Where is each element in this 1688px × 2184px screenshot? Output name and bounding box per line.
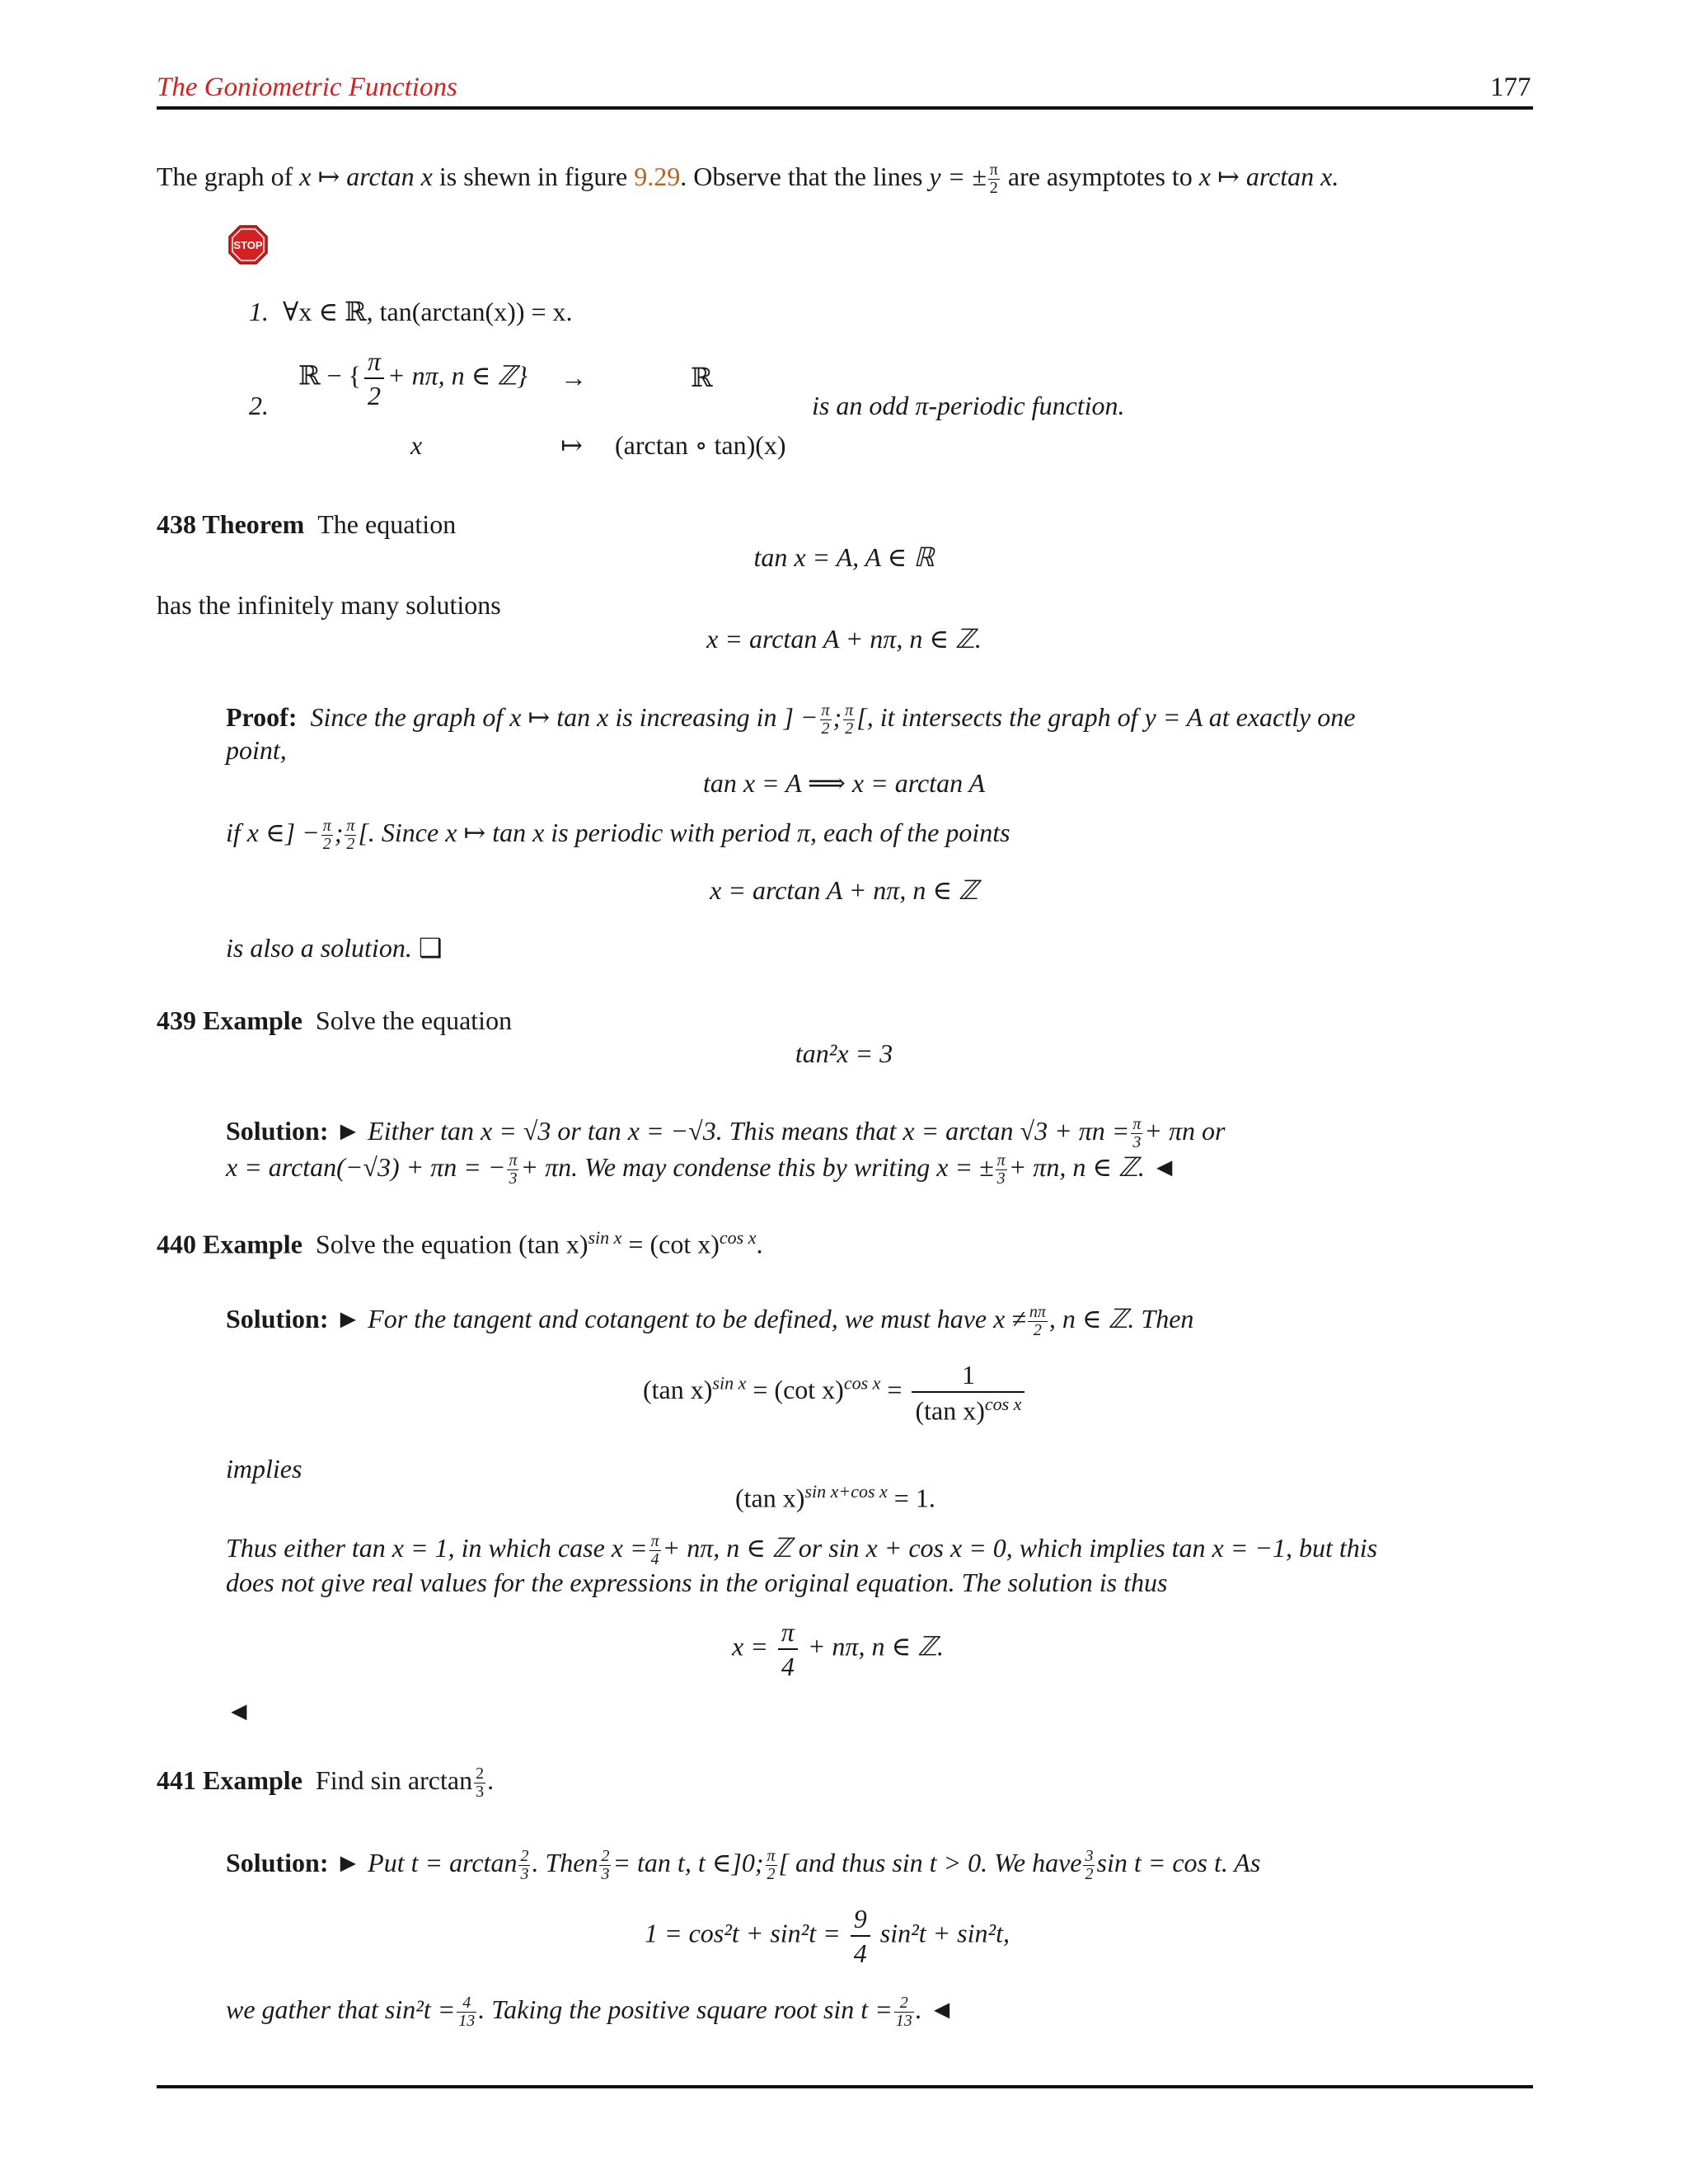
proof-438-line-2: point, [226, 735, 287, 765]
qed-icon: ❑ [418, 933, 443, 963]
example-441-heading: 441 Example Find sin arctan $\frac{2}{3}$ . [157, 1765, 495, 1802]
figure-link[interactable]: 9.29 [634, 162, 681, 191]
proof-438-line-1: Proof: Since the graph of x ↦ tan x is increasing in ] − $\frac{\pi}{2}$ ; $\frac{\pi}{2}$ [, it intersects the graph of y = A at exactly one [226, 701, 1356, 738]
theorem-438-heading: 438 Theorem The equation [157, 509, 457, 539]
intro-map2: x ↦ arctan x. [1198, 162, 1339, 191]
example-439-equation: tan²x = 3 [795, 1038, 893, 1068]
proof-438-conclusion: is also a solution. ❑ [226, 933, 443, 963]
example-441-equation: 1 = cos²t + sin²t = $\frac{9}{4}$ sin²t + sin²t, [645, 1904, 1010, 1968]
map-codomain: ℝ [691, 363, 713, 392]
intro-text-a: The graph of [157, 162, 293, 191]
list-item-1: ∀x ∈ ℝ, tan(arctan(x)) = x. [283, 297, 573, 326]
map-domain: ℝ − { $\frac{\pi}{2}$ + nπ, n ∈ ℤ} [298, 346, 528, 410]
example-439-heading: 439 Example Solve the equation [157, 1005, 513, 1035]
example-440-heading: 440 Example Solve the equation (tan x)$^{sin x}$ = (cot x)$^{cos x}$. [157, 1227, 763, 1259]
theorem-438-text-2: has the infinitely many solutions [157, 590, 501, 620]
theorem-438-equation-1: tan x = A, A ∈ ℝ [753, 542, 935, 572]
list-item-1-number: 1. [249, 297, 269, 326]
example-441-solution-line-2: we gather that sin²t = $\frac{4}{13}$ . Taking the positive square root sin t = $\frac{2}{13}$ . ◄ [226, 1994, 955, 2031]
example-440-solution-line-2: Thus either tan x = 1, in which case x = $\frac{\pi}{4}$ + nπ, n ∈ ℤ or sin x + cos x = 0, which implies tan x = −1, but this [226, 1532, 1378, 1569]
header-rule [157, 106, 1533, 110]
example-440-equation-1: (tan x)$^{sin x}$ = (cot x)$^{cos x}$ = $\frac{1}{(\tan x)^{cos x}}$ [643, 1358, 1028, 1427]
proof-438-equation-1: tan x = A ⟹ x = arctan A [702, 768, 986, 798]
intro-text-d: are asymptotes to [1007, 162, 1193, 191]
map-variable: x [410, 430, 423, 460]
page-number: 177 [1490, 73, 1531, 102]
proof-438-equation-2: x = arctan A + nπ, n ∈ ℤ [710, 875, 978, 905]
example-441-solution-line-1: Solution: ► Put t = arctan $\frac{2}{3}$ . Then $\frac{2}{3}$ = tan t, t ∈]0; $\frac{\pi}{2}$ [ and thus sin t > 0. We have $\frac{3}{2}$ sin t = cos t. As [226, 1847, 1261, 1884]
stop-sign-icon [227, 224, 269, 265]
intro-map: x ↦ arctan x [299, 162, 433, 191]
intro-text-c: . Observe that the lines [680, 162, 923, 191]
map-arrow: → [560, 363, 587, 392]
intro-paragraph [157, 160, 1339, 197]
intro-pi-half: $\frac{\pi}{2}$ [989, 161, 998, 198]
example-440-end-marker: ◄ [226, 1696, 252, 1726]
svg-text:STOP: STOP [233, 239, 263, 251]
example-440-implies: implies [226, 1454, 302, 1483]
list-item-2-number: 2. [249, 391, 269, 420]
map-image: (arctan ∘ tan)(x) [615, 430, 786, 460]
example-439-solution-line-1: Solution: ► Either tan x = √3 or tan x = −√3. This means that x = arctan √3 + πn = $\frac{\pi}{3}$ + πn or [226, 1115, 1226, 1152]
example-439-solution-line-2: x = arctan(−√3) + πn = − $\frac{\pi}{3}$ + πn. We may condense this by writing x = ± $\frac{\pi}{3}$ + πn, n ∈ ℤ. ◄ [226, 1151, 1178, 1188]
example-440-solution-line-1: Solution: ► For the tangent and cotangent to be defined, we must have x ≠ $\frac{n\pi}{2}$ , n ∈ ℤ. Then [226, 1303, 1194, 1340]
map-tail: is an odd π-periodic function. [812, 391, 1125, 420]
intro-text-b: is shewn in figure [438, 162, 628, 191]
footer-rule [157, 2085, 1533, 2088]
example-440-equation-2: (tan x)$^{sin x+cos x}$ = 1. [735, 1481, 935, 1513]
proof-438-line-3: if x ∈] − $\frac{\pi}{2}$ ; $\frac{\pi}{2}$ [. Since x ↦ tan x is periodic with period π, each of the points [226, 817, 1010, 854]
example-440-solution-line-3: does not give real values for the expressions in the original equation. The solution is thus [226, 1568, 1168, 1597]
running-header-title: The Goniometric Functions [157, 73, 457, 102]
example-440-equation-3: x = $\frac{\pi}{4}$ + nπ, n ∈ ℤ. [732, 1617, 944, 1681]
intro-lines: y = ± [929, 162, 987, 191]
map-mapsto: ↦ [560, 430, 583, 460]
theorem-438-equation-2: x = arctan A + nπ, n ∈ ℤ. [706, 624, 982, 654]
